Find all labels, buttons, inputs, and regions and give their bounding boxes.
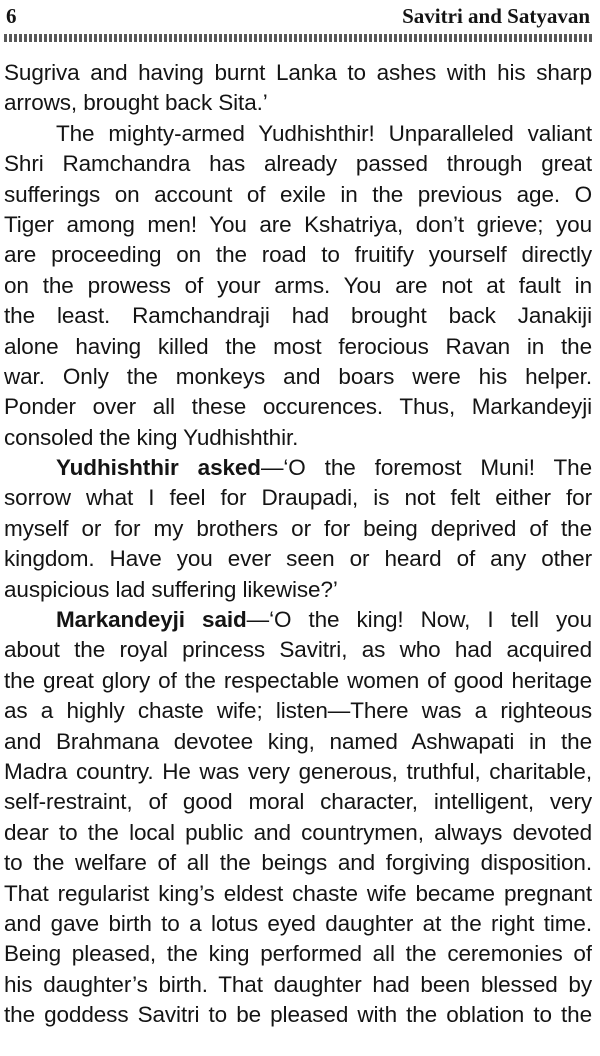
text-line: war. Only the monkeys and boars were his helper.	[4, 363, 592, 389]
text-line: Tiger among men! You are Kshatriya, don’t grieve; you	[4, 211, 592, 237]
text-line: on the prowess of your arms. You are not at fault in	[4, 272, 592, 298]
text-line: to the welfare of all the beings and forgiving disposition.	[4, 850, 592, 876]
text-line: sufferings on account of exile in the previous age. O	[4, 181, 592, 207]
text-line: myself or for my brothers or for being deprived of the	[4, 515, 592, 541]
text-line	[4, 453, 592, 483]
text-line: Madra country. He was very generous, truthful, charitable,	[4, 758, 592, 784]
text-line: alone having killed the most ferocious Ravan in the	[4, 333, 592, 359]
book-page	[4, 0, 592, 1056]
speaker-name: Markandeyji said	[56, 607, 247, 633]
text-line: and Brahmana devotee king, named Ashwapati in the	[4, 728, 592, 754]
text-line: the great glory of the respectable women of good heritage	[4, 667, 592, 693]
text-line: The mighty-armed Yudhishthir! Unparalleled valiant	[56, 120, 592, 146]
text-line: the least. Ramchandraji had brought back Janakiji	[4, 303, 592, 329]
text-line: sorrow what I feel for Draupadi, is not felt either for	[4, 485, 592, 511]
text-line: his daughter’s birth. That daughter had been blessed by	[4, 971, 592, 997]
text-line: Being pleased, the king performed all the ceremonies of	[4, 941, 592, 967]
speech-text: —‘O the king! Now, I tell you	[246, 607, 592, 633]
body-text	[4, 58, 592, 1031]
text-line: as a highly chaste wife; listen—There was a righteous	[4, 698, 592, 724]
text-line: That regularist king’s eldest chaste wife became pregnant	[4, 880, 592, 906]
text-line: about the royal princess Savitri, as who had acquired	[4, 637, 592, 663]
text-line	[4, 605, 592, 635]
text-line: consoled the king Yudhishthir.	[4, 424, 299, 450]
text-line: dear to the local public and countrymen, always devoted	[4, 819, 592, 845]
book-title: Savitri and Satyavan	[402, 4, 590, 28]
text-line: Shri Ramchandra has already passed through great	[4, 151, 592, 177]
text-line: and gave birth to a lotus eyed daughter at the right time.	[4, 910, 592, 936]
speech-text: —‘O the foremost Muni! The	[260, 455, 592, 481]
speaker-name: Yudhishthir asked	[56, 455, 261, 481]
running-header	[4, 2, 592, 30]
text-line: auspicious lad suffering likewise?’	[4, 576, 338, 602]
header-rule	[4, 34, 592, 42]
text-line: are proceeding on the road to fruitify yourself directly	[4, 242, 592, 268]
text-line: kingdom. Have you ever seen or heard of any other	[4, 546, 592, 572]
page-number: 6	[6, 4, 17, 28]
text-line: Sugriva and having burnt Lanka to ashes with his sharp	[4, 60, 592, 85]
text-line: Ponder over all these occurences. Thus, Markandeyji	[4, 394, 592, 420]
text-line: self-restraint, of good moral character, intelligent, very	[4, 789, 592, 815]
text-line: the goddess Savitri to be pleased with the oblation to the	[4, 1002, 592, 1028]
text-line: arrows, brought back Sita.’	[4, 90, 268, 116]
